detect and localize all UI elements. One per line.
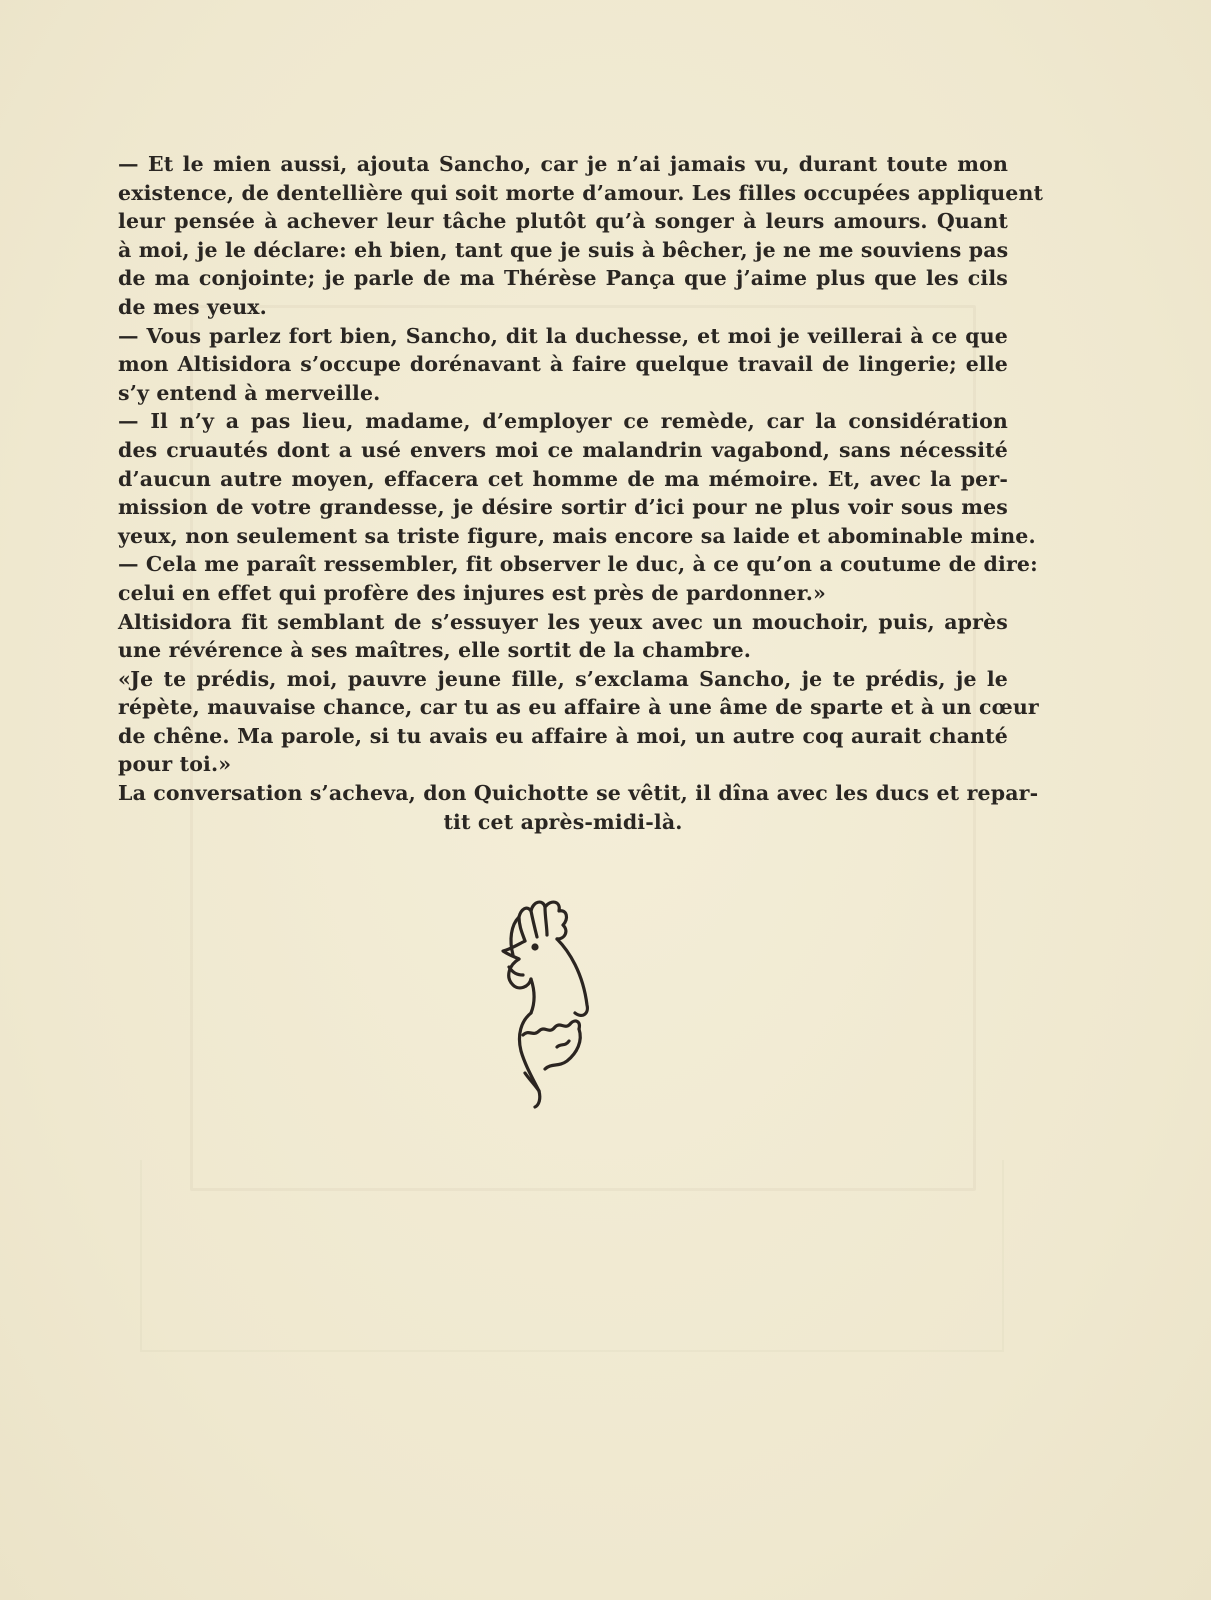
text-line: — Cela me paraît ressembler, fit observer le duc, à ce qu’on a coutume de dire: — [118, 552, 1038, 577]
bleed-through-frame-lower — [140, 1160, 1004, 1352]
text-line: yeux, non seulement sa triste figure, mais encore sa laide et abominable mine. — [118, 523, 1036, 548]
rooster-eye-icon — [531, 943, 538, 950]
text-line: — Vous parlez fort bien, Sancho, dit la duchesse, et moi je veillerai à ce que — [118, 323, 1008, 348]
text-line: des cruautés dont a usé envers moi ce malandrin vagabond, sans nécessité — [118, 437, 1008, 462]
text-line: mission de votre grandesse, je désire sortir d’ici pour ne plus voir sous mes — [118, 495, 1008, 520]
text-line: Altisidora fit semblant de s’essuyer les yeux avec un mouchoir, puis, après — [118, 609, 1008, 634]
text-line: à moi, je le déclare: eh bien, tant que je suis à bêcher, je ne me souviens pas — [118, 237, 1009, 262]
text-line: «Je te prédis, moi, pauvre jeune fille, s’exclama Sancho, je te prédis, je le — [118, 666, 1008, 691]
text-line: de chêne. Ma parole, si tu avais eu affaire à moi, un autre coq aurait chanté — [118, 723, 1008, 748]
text-line: pour toi.» — [118, 752, 232, 777]
rooster-icon — [495, 895, 605, 1110]
text-line: de mes yeux. — [118, 294, 267, 319]
text-line: — Et le mien aussi, ajouta Sancho, car je n’ai jamais vu, durant toute mon — [118, 152, 1008, 176]
text-line: tit cet après-midi-là. — [443, 809, 683, 834]
text-line: une révérence à ses maîtres, elle sortit de la chambre. — [118, 638, 752, 663]
text-line: répète, mauvaise chance, car tu as eu affaire à une âme de sparte et à un cœur — [118, 695, 1039, 720]
text-line: existence, de dentellière qui soit morte d’amour. Les filles occupées appliquent — [118, 180, 1044, 205]
text-line: La conversation s’acheva, don Quichotte se vêtit, il dîna avec les ducs et repar- — [118, 781, 1039, 806]
text-line: de ma conjointe; je parle de ma Thérèse Pança que j’aime plus que les cils — [118, 266, 1008, 291]
text-line: leur pensée à achever leur tâche plutôt qu’à songer à leurs amours. Quant — [118, 209, 1008, 234]
text-line: d’aucun autre moyen, effacera cet homme de ma mémoire. Et, avec la per- — [118, 466, 1008, 491]
text-line: s’y entend à merveille. — [118, 380, 381, 405]
body-text — [118, 150, 1044, 836]
text-line: celui en effet qui profère des injures est près de pardonner.» — [118, 580, 826, 605]
text-line: — Il n’y a pas lieu, madame, d’employer ce remède, car la considération — [118, 409, 1008, 434]
text-line: mon Altisidora s’occupe dorénavant à faire quelque travail de lingerie; elle — [118, 352, 1008, 377]
